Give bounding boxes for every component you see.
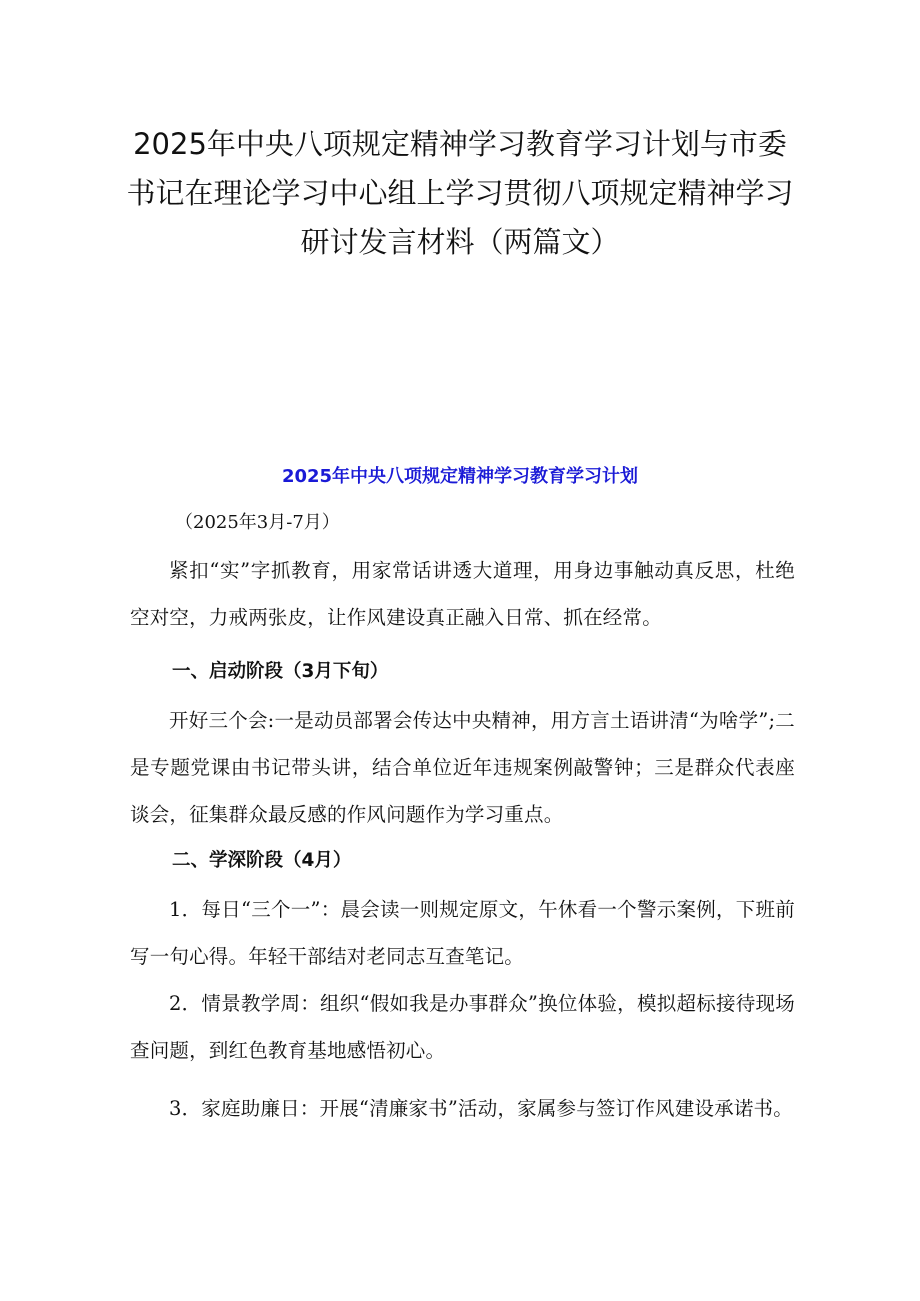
- section-deep-study-paragraph-3: 3．家庭助廉日：开展“清廉家书”活动，家属参与签订作风建设承诺书。: [169, 1097, 793, 1120]
- date-range: （2025年3月-7月）: [175, 512, 340, 533]
- section-startup-paragraph: 开好三个会:一是动员部署会传达中央精神，用方言土语讲清“为啥学”;二是专题党课由书记带头讲，结合单位近年违规案例敲警钟；三是群众代表座谈会，征集群众最反感的作风问题作为学习重点。: [130, 709, 795, 826]
- section-heading-startup: 一、启动阶段（3月下旬）: [172, 661, 389, 682]
- section-deep-study-paragraph-2: 2．情景教学周：组织“假如我是办事群众”换位体验，模拟超标接待现场查问题，到红色教育基地感悟初心。: [130, 992, 795, 1062]
- plan-title: 2025年中央八项规定精神学习教育学习计划: [281, 466, 639, 487]
- section-deep-study-paragraph-1: 1．每日“三个一”：晨会读一则规定原文，午休看一个警示案例，下班前写一句心得。年轻干部结对老同志互查笔记。: [130, 898, 795, 968]
- document-main-title: 2025年中央八项规定精神学习教育学习计划与市委书记在理论学习中心组上学习贯彻八项规定精神学习研讨发言材料（两篇文）: [126, 127, 794, 259]
- section-heading-deep-study: 二、学深阶段（4月）: [172, 850, 352, 871]
- intro-paragraph: 紧扣“实”字抓教育，用家常话讲透大道理，用身边事触动真反思，杜绝空对空，力戒两张皮，让作风建设真正融入日常、抓在经常。: [130, 559, 795, 629]
